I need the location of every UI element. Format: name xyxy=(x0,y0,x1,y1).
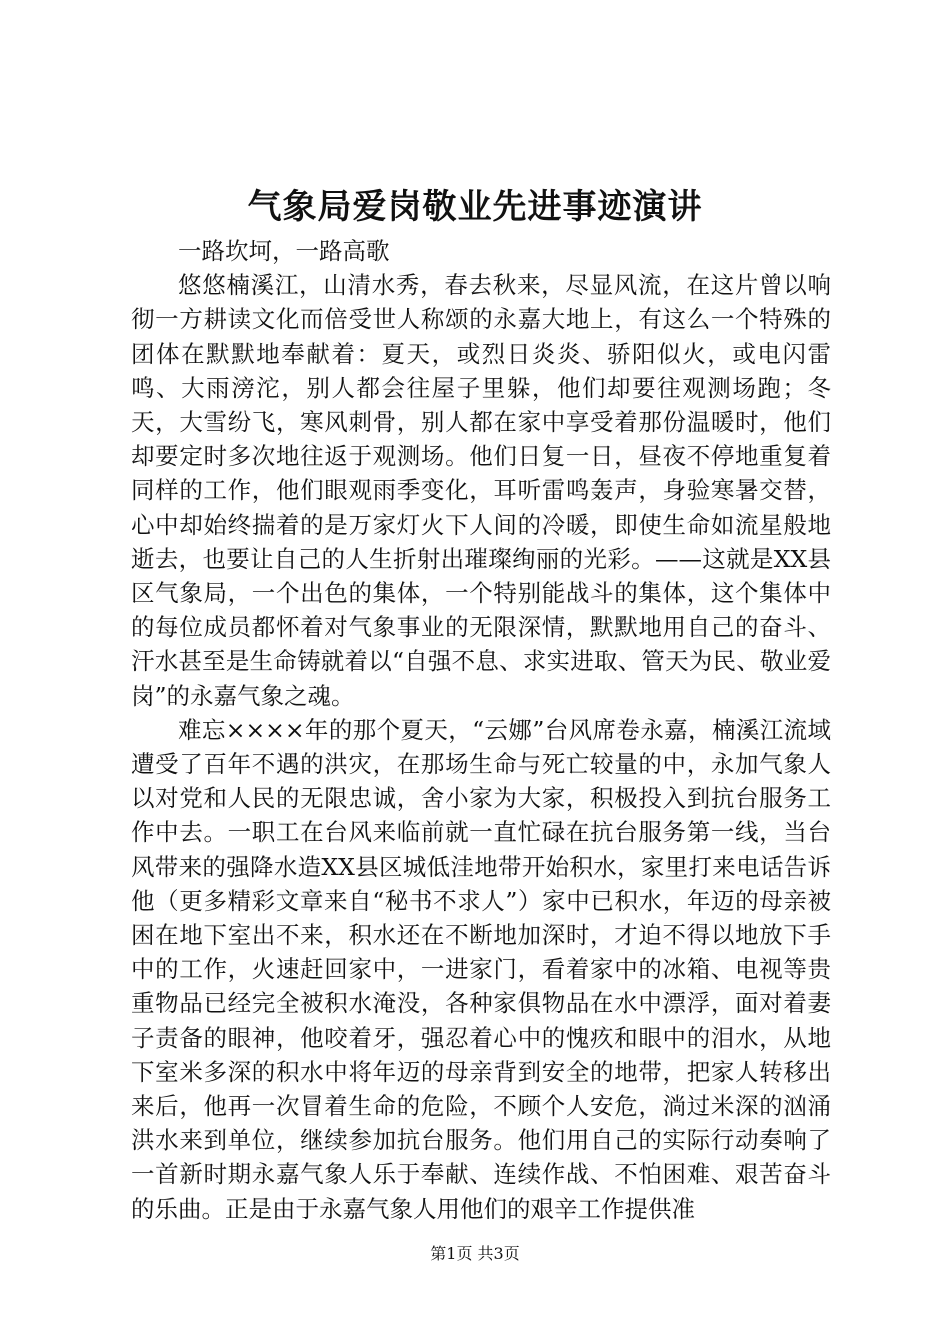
document-title: 气象局爱岗敬业先进事迹演讲 xyxy=(247,187,703,227)
body-paragraph: 难忘××××年的那个夏天，“云娜”台风席卷永嘉，楠溪江流域遭受了百年不遇的洪灾，在那场生命与死亡较量的中，永加气象人以对党和人民的无限忠诚，舍小家为大家，积极投入到抗台服务工作中去。一职工在台风来临前就一直忙碌在抗台服务第一线，当台风带来的强降水造XX县区城低洼地带开始积水，家里打来电话告诉他（更多精彩文章来自“秘书不求人”）家中已积水，年迈的母亲被困在地下室出不来，积水还在不断地加深时，才迫不得以地放下手中的工作，火速赶回家中，一进家门，看着家中的冰箱、电视等贵重物品已经完全被积水淹没，各种家俱物品在水中漂浮，面对着妻子责备的眼神，他咬着牙，强忍着心中的愧疚和眼中的泪水，从地下室米多深的积水中将年迈的母亲背到安全的地带，把家人转移出来后，他再一次冒着生命的危险，不顾个人安危，淌过米深的汹涌洪水来到单位，继续参加抗台服务。他们用自己的实际行动奏响了一首新时期永嘉气象人乐于奉献、连续作战、不怕困难、艰苦奋斗的乐曲。正是由于永嘉气象人用他们的艰辛工作提供准 xyxy=(131,715,831,1223)
document-body xyxy=(131,234,831,1226)
document-subtitle: 一路坎坷，一路高歌 xyxy=(178,237,390,265)
page-footer: 第1页 共3页 xyxy=(430,1244,520,1263)
body-paragraph: 悠悠楠溪江，山清水秀，春去秋来，尽显风流，在这片曾以响彻一方耕读文化而倍受世人称颂的永嘉大地上，有这么一个特殊的团体在默默地奉献着：夏天，或烈日炎炎、骄阳似火，或电闪雷鸣、大雨滂沱，别人都会往屋子里躲，他们却要往观测场跑；冬天，大雪纷飞，寒风刺骨，别人都在家中享受着那份温暖时，他们却要定时多次地往返于观测场。他们日复一日，昼夜不停地重复着同样的工作，他们眼观雨季变化，耳听雷鸣轰声，身验寒暑交替，心中却始终揣着的是万家灯火下人间的冷暖，即使生命如流星般地逝去，也要让自己的人生折射出璀璨绚丽的光彩。——这就是XX县区气象局，一个出色的集体，一个特别能战斗的集体，这个集体中的每位成员都怀着对气象事业的无限深情，默默地用自己的奋斗、汗水甚至是生命铸就着以“自强不息、求实进取、管天为民、敬业爱岗”的永嘉气象之魂。 xyxy=(131,271,831,710)
